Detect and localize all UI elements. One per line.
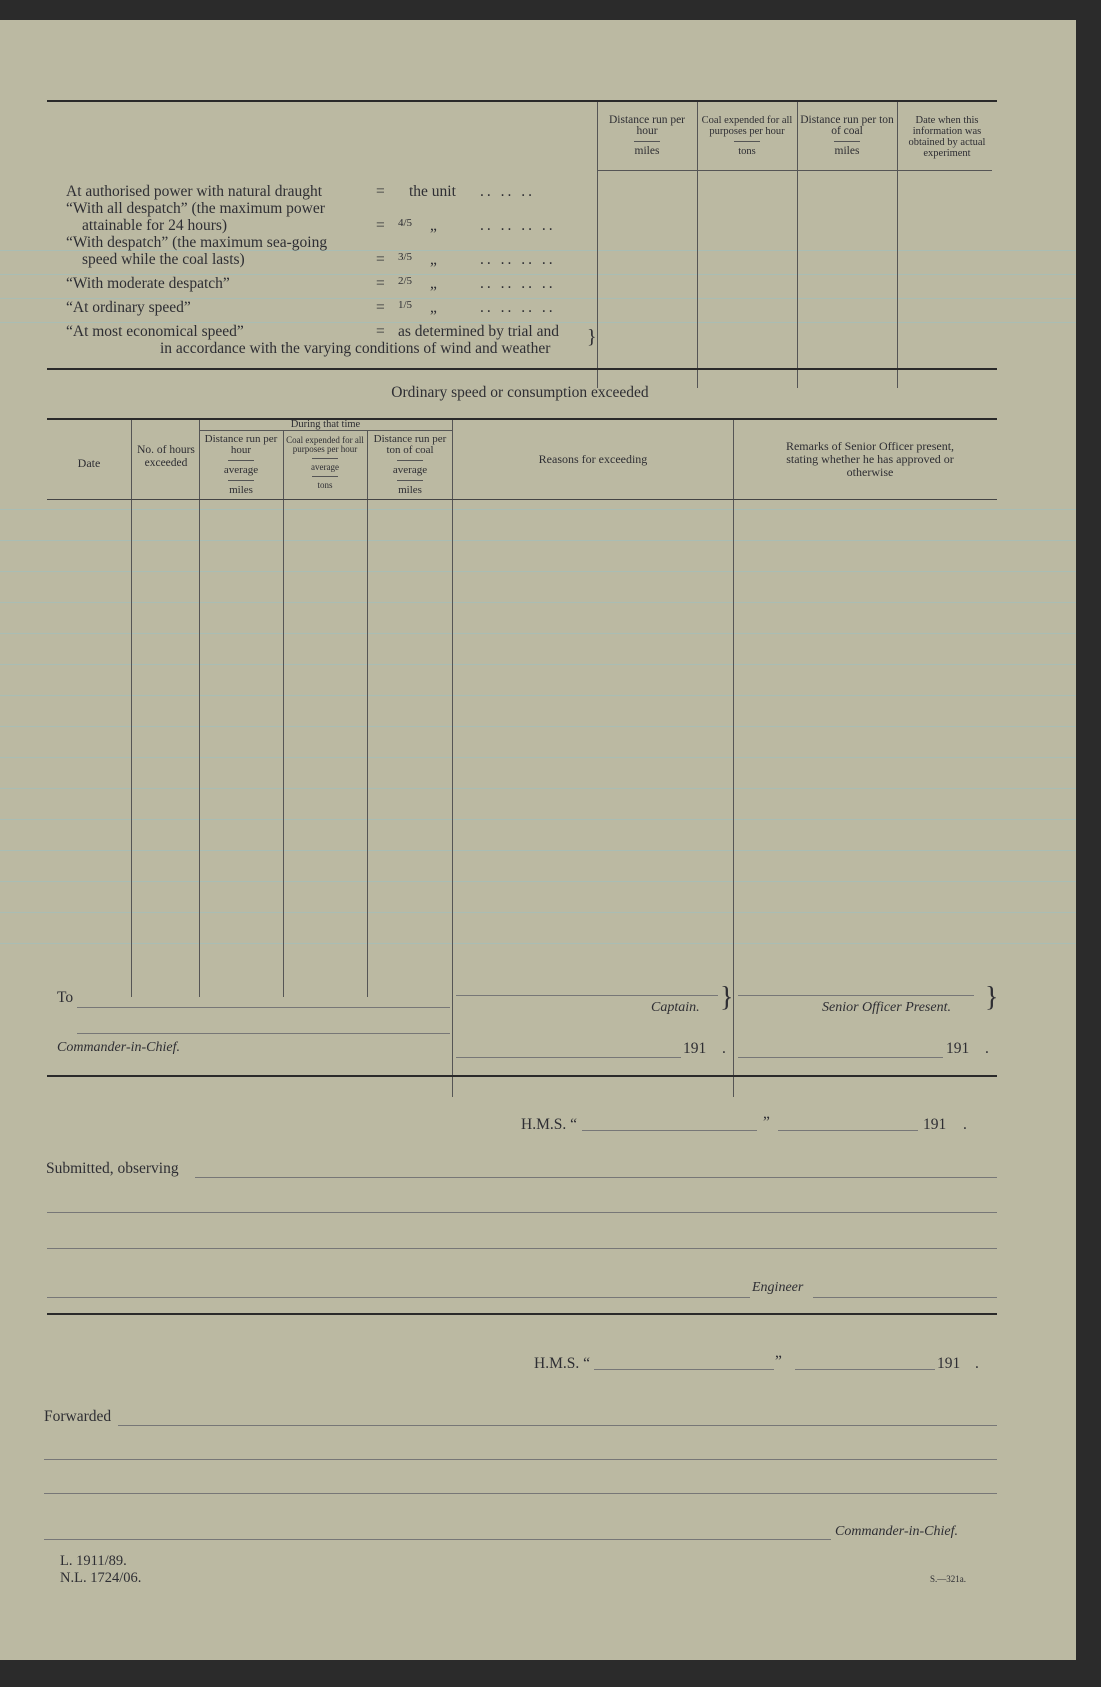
engineer-label: Engineer bbox=[752, 1280, 804, 1295]
submitted-year: 191 bbox=[923, 1116, 947, 1133]
forwarded-commander-label: Commander-in-Chief. bbox=[835, 1524, 958, 1539]
submitted-ship-name[interactable] bbox=[582, 1130, 757, 1131]
year-field-2: 191 bbox=[946, 1040, 970, 1057]
forwarded-label: Forwarded bbox=[44, 1408, 112, 1425]
header-distance-per-hour: Distance run per hour miles bbox=[609, 114, 685, 157]
header-coal-average: Coal expended for all purposes per hour average tons bbox=[286, 435, 364, 490]
commander-label: Commander-in-Chief. bbox=[57, 1040, 180, 1055]
header-during-that-time: During that time bbox=[290, 419, 361, 430]
form-number: S.—321a. bbox=[930, 1574, 966, 1584]
captain-signature-line[interactable] bbox=[456, 995, 718, 996]
top-rule bbox=[47, 100, 997, 102]
year-field-1: 191 bbox=[683, 1040, 707, 1057]
row-economical-label: “At most economical speed” bbox=[66, 323, 244, 340]
reference-1: L. 1911/89. bbox=[60, 1553, 127, 1569]
submitted-line-1[interactable] bbox=[195, 1177, 997, 1178]
senior-officer-label: Senior Officer Present. bbox=[822, 1000, 951, 1015]
to-line[interactable] bbox=[77, 1007, 450, 1008]
to-label: To bbox=[57, 989, 74, 1006]
header-distance-average: Distance run per hour average miles bbox=[204, 433, 278, 496]
forwarded-line-1[interactable] bbox=[118, 1425, 997, 1426]
forwarded-year: 191 bbox=[937, 1355, 961, 1372]
header-date: Date bbox=[77, 456, 101, 470]
submitted-label: Submitted, observing bbox=[46, 1160, 179, 1177]
header-hours-exceeded: No. of hours exceeded bbox=[137, 444, 195, 469]
header-coal-per-hour: Coal expended for all purposes per hour tons bbox=[701, 115, 793, 157]
form-sheet: Distance run per hour miles Coal expended for all purposes per hour tons Distance run per ton of coal miles Date when this information was obtained by actual experiment At authorised power with natural draught = the unit .. .. .. “With all despatch” (the maximum power attainable for 24 hours) = 4/5 „ .. .. .. .. “With despatch” (the maximum sea-going speed while the coal lasts) = 3/5 „ .. .. .. .. “With moderate despatch” = 2/5 „ .. .. .. .. “At ordinary speed” = 1/5 „ .. .. .. .. “At most economical speed” = as determined by trial and in accordance with the varying conditions of wind and weather } Ordinary speed or consumption exceeded During that time Date No. of hours exceeded Distance run per hour average miles Coal expended for all purposes per hour average tons Distance run per ton of coal average miles Reasons for exceeding Remarks of Senior Officer present, stating whether he has approved or otherwise To Commander-in-Chief. Captain. } 191 . Senior Officer Present. } 191 . H.M.S. “ ” 191 . Submitted, observing Engineer H.M.S. “ ” 191 . Forwarded Commander-in-Chief. L. 1911/89. N.L. 1724/06. S.—321a. bbox=[0, 20, 1076, 1660]
exceeded-title: Ordinary speed or consumption exceeded bbox=[391, 384, 649, 401]
header-reasons: Reasons for exceeding bbox=[538, 452, 648, 466]
forwarded-hms: H.M.S. “ bbox=[534, 1355, 590, 1372]
submitted-hms: H.M.S. “ bbox=[521, 1116, 577, 1133]
header-date-experiment: Date when this information was obtained by actual experiment bbox=[908, 115, 986, 159]
header-distance-ton-average: Distance run per ton of coal average miles bbox=[373, 433, 447, 496]
row-all-despatch-label: “With all despatch” (the maximum power bbox=[66, 200, 325, 217]
row-authorised-label: At authorised power with natural draught bbox=[66, 183, 323, 200]
reference-2: N.L. 1724/06. bbox=[60, 1570, 142, 1586]
row-ordinary-label: “At ordinary speed” bbox=[66, 299, 191, 316]
senior-officer-signature-line[interactable] bbox=[738, 995, 974, 996]
header-distance-per-ton: Distance run per ton of coal miles bbox=[800, 114, 894, 157]
forwarded-ship-name[interactable] bbox=[594, 1369, 774, 1370]
header-remarks: Remarks of Senior Officer present, stating whether he has approved or otherwise bbox=[785, 439, 955, 479]
row-moderate-label: “With moderate despatch” bbox=[66, 275, 230, 292]
row-despatch-label: “With despatch” (the maximum sea-going bbox=[66, 234, 328, 251]
captain-label: Captain. bbox=[651, 1000, 700, 1015]
